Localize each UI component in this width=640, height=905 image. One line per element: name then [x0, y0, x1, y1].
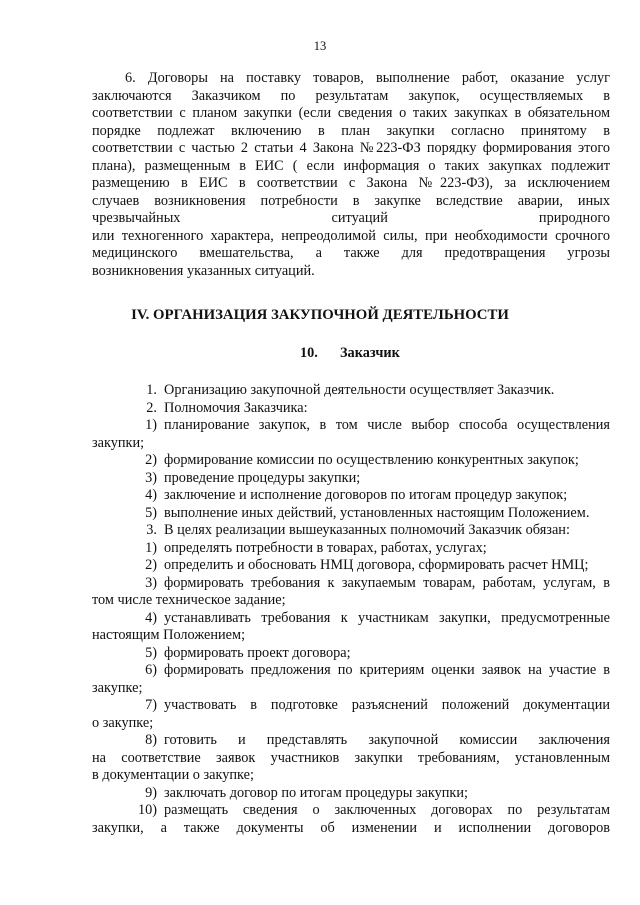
- list-item-number: 1.: [146, 382, 157, 398]
- list-item: [92, 680, 610, 698]
- list-item-text: Полномочия Заказчика:: [164, 399, 308, 416]
- list-item-text: закупки;: [92, 434, 145, 451]
- paragraph-line: заключаются Заказчиком по результатам закупок, осуществляемых в: [92, 87, 610, 104]
- list-item-text: выполнение иных действий, установленных настоящим Положением.: [164, 504, 590, 521]
- paragraph-line: размещению в ЕИС в соответствии с Закона №223-ФЗ), за исключением: [92, 175, 610, 191]
- intro-paragraph: [92, 70, 610, 280]
- list-item-number: 3): [145, 574, 157, 591]
- list-item-number: 5): [145, 644, 157, 661]
- list-item: [92, 400, 610, 418]
- list-item: [92, 802, 610, 820]
- list-item-text: на соответствие заявок участников закупки требованиям, установленным: [92, 749, 610, 766]
- list-item-number: 1): [145, 417, 157, 433]
- section-heading: IV. ОРГАНИЗАЦИЯ ЗАКУПОЧНОЙ ДЕЯТЕЛЬНОСТИ: [131, 307, 509, 323]
- paragraph-line: 6. Договоры на поставку товаров, выполнение работ, оказание услуг: [125, 70, 610, 86]
- list-item: [92, 662, 610, 680]
- list-item-number: 6): [145, 662, 157, 678]
- list-item-text: в документации о закупке;: [92, 767, 254, 783]
- list-item-text: о закупке;: [92, 714, 154, 731]
- list-item-text: планирование закупок, в том числе выбор способа осуществления: [164, 417, 610, 433]
- list-item-text: заключение и исполнение договоров по итогам процедур закупок;: [164, 487, 568, 503]
- paragraph-line: порядке подлежат включению в план закупки согласно принятому в: [92, 122, 610, 139]
- list-item-number: 8): [145, 732, 157, 748]
- list-item-text: формировать проект договора;: [164, 644, 351, 661]
- list-item: [92, 557, 610, 575]
- list-item-number: 9): [145, 784, 157, 801]
- list-item-text: настоящим Положением;: [92, 627, 246, 643]
- list-item: [92, 645, 610, 663]
- subsection-heading: [300, 345, 400, 363]
- list-item: [92, 627, 610, 645]
- subsection-number: 10.: [300, 345, 318, 361]
- list-item-number: 5): [145, 504, 157, 521]
- list-item-number: 2): [145, 557, 157, 573]
- list-item-text: определить и обосновать НМЦ договора, сформировать расчет НМЦ;: [164, 557, 589, 573]
- list-item: [92, 592, 610, 610]
- list-item: [92, 417, 610, 435]
- paragraph-line: плана), размещенным в ЕИС ( если информация о таких закупках подлежит: [92, 157, 610, 174]
- list-item-text: Организацию закупочной деятельности осуществляет Заказчик.: [164, 382, 555, 398]
- subsection-title: Заказчик: [340, 345, 400, 361]
- list-item-text: готовить и представлять закупочной комиссии заключения: [164, 732, 610, 748]
- list-item-number: 4): [145, 609, 157, 626]
- list-item-text: закупки, а также документы об изменении и исполнении договоров: [92, 819, 610, 836]
- list-item-text: формировать предложения по критериям оценки заявок на участие в: [164, 662, 610, 678]
- list-item-text: проведение процедуры закупки;: [164, 469, 361, 486]
- list-item: [92, 505, 610, 523]
- list-item: [92, 382, 610, 400]
- paragraph-line: соответствии с планом закупки (если сведения о таких закупках в обязательном: [92, 105, 610, 121]
- list-item-number: 2.: [146, 399, 157, 416]
- list-item: [92, 750, 610, 768]
- list-item: [92, 785, 610, 803]
- list-item: [92, 452, 610, 470]
- paragraph-line: случаев возникновения потребности в закупке вследствие аварии, иных: [92, 192, 610, 209]
- list-item: [92, 435, 610, 453]
- list-item-text: В целях реализации вышеуказанных полномочий Заказчик обязан:: [164, 522, 570, 538]
- paragraph-line: чрезвычайных ситуаций природного: [92, 210, 610, 226]
- list-item: [92, 732, 610, 750]
- list-item: [92, 697, 610, 715]
- list-item-number: 7): [145, 697, 157, 713]
- list-item: [92, 610, 610, 628]
- list-item: [92, 540, 610, 558]
- list-item-text: устанавливать требования к участникам закупки, предусмотренные: [164, 609, 610, 626]
- paragraph-line: возникновения указанных ситуаций.: [92, 262, 315, 279]
- list-item-text: заключать договор по итогам процедуры закупки;: [164, 784, 468, 801]
- list-item-text: размещать сведения о заключенных договорах по результатам: [164, 802, 610, 818]
- list-item-text: участвовать в подготовке разъяснений положений документации: [164, 697, 610, 713]
- list-item-number: 10): [137, 802, 157, 818]
- list-item-number: 4): [145, 487, 157, 503]
- list-item: [92, 575, 610, 593]
- list-item: [92, 470, 610, 488]
- list-item-number: 1): [145, 539, 157, 556]
- page-number: 13: [313, 39, 327, 53]
- list-item-text: формировать требования к закупаемым товарам, работам, услугам, в: [164, 574, 610, 591]
- list-item-number: 3.: [146, 522, 157, 538]
- list-item-text: определять потребности в товарах, работах, услугах;: [164, 539, 487, 556]
- list-item: [92, 487, 610, 505]
- list-item: [92, 715, 610, 733]
- list-item-text: том числе техническое задание;: [92, 592, 286, 608]
- list-item-text: формирование комиссии по осуществлению конкурентных закупок;: [164, 452, 579, 468]
- numbered-list: [92, 382, 610, 837]
- list-item: [92, 767, 610, 785]
- list-item: [92, 820, 610, 838]
- list-item: [92, 522, 610, 540]
- list-item-number: 2): [145, 452, 157, 468]
- list-item-text: закупке;: [92, 679, 143, 696]
- paragraph-line: или техногенного характера, непреодолимой силы, при необходимости срочного: [92, 227, 610, 244]
- paragraph-line: соответствии с частью 2 статьи 4 Закона №223-ФЗ порядку формирования этого: [92, 140, 610, 156]
- list-item-number: 3): [145, 469, 157, 486]
- paragraph-line: медицинского вмешательства, а также для предотвращения угрозы: [92, 245, 610, 261]
